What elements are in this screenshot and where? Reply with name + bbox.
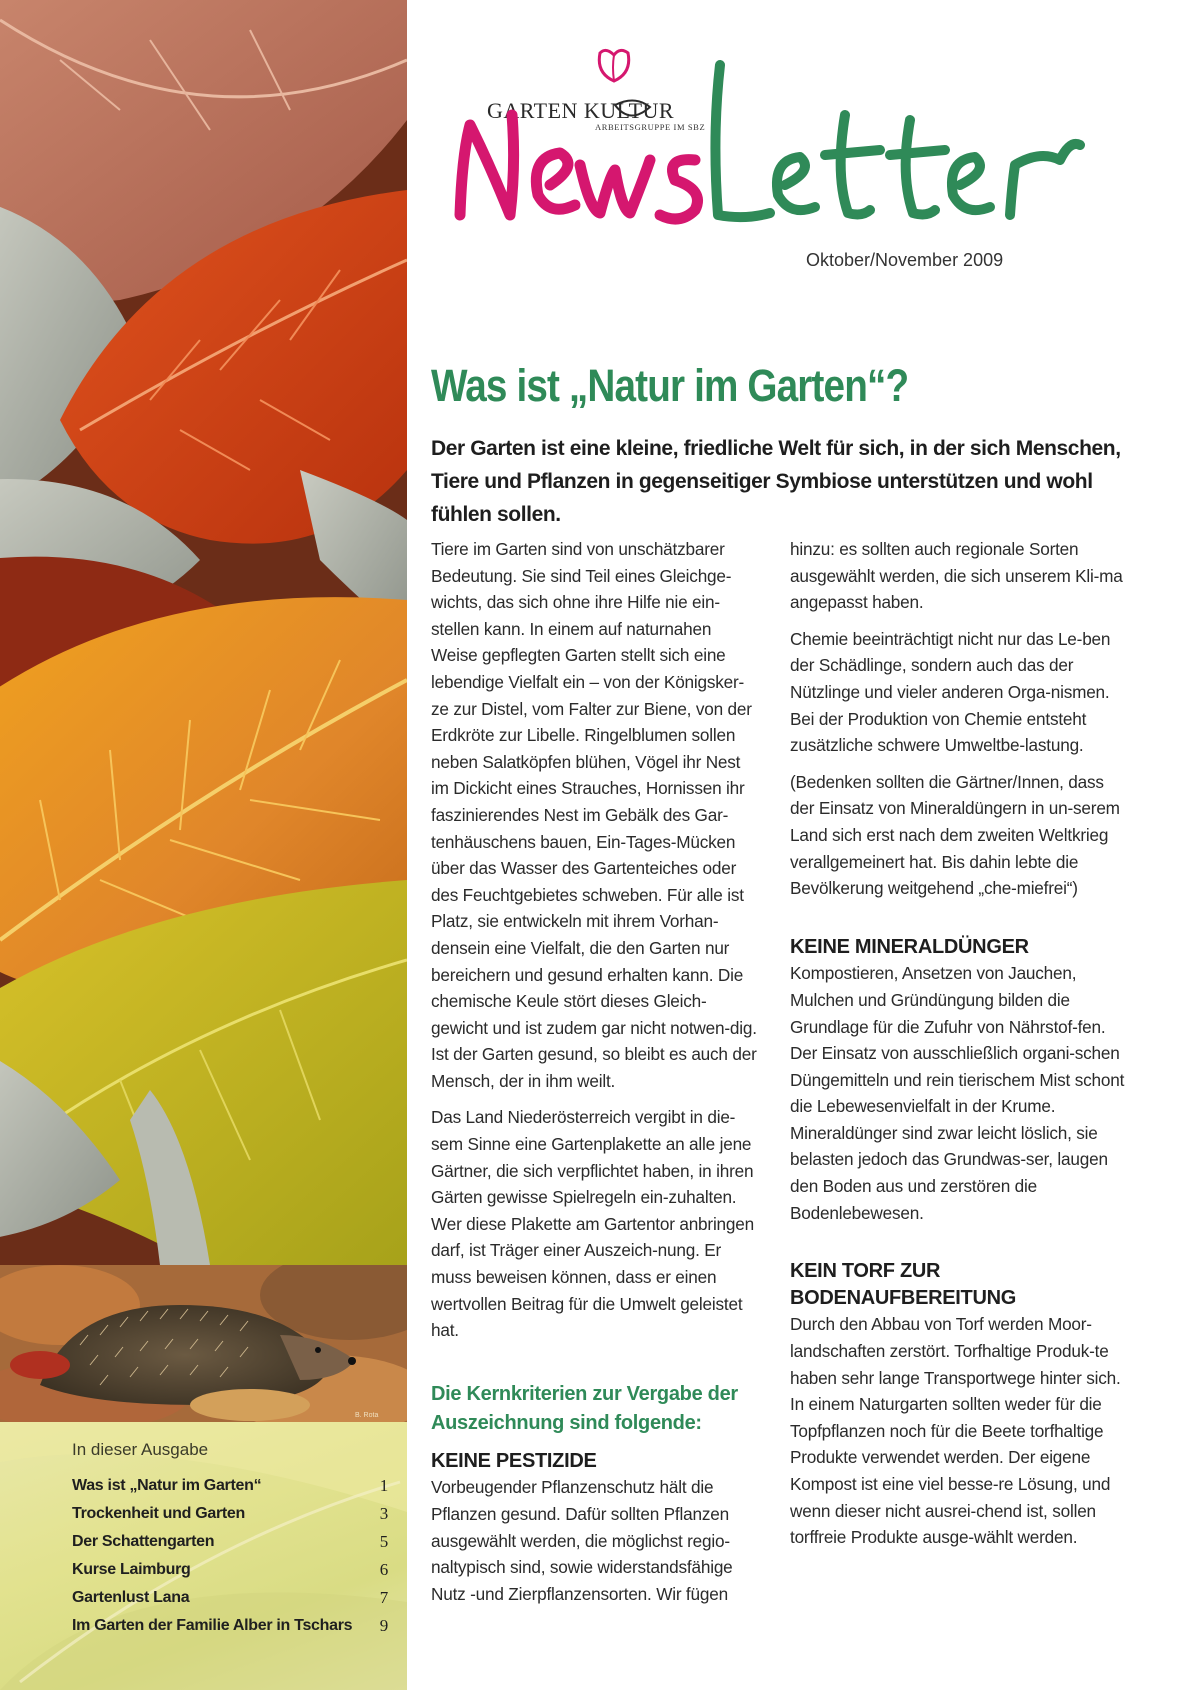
toc-list	[72, 1472, 388, 1640]
toc-item-title: Gartenlust Lana	[72, 1589, 190, 1606]
section-heading-torf: KEIN TORF ZUR BODENAUFBEREITUNG	[790, 1260, 1017, 1309]
logo-subtitle: ARBEITSGRUPPE IM SBZ	[595, 122, 706, 132]
toc-item-page: 3	[379, 1504, 388, 1523]
toc-item[interactable]	[72, 1584, 388, 1612]
article-title: Was ist „Natur im Garten“?	[431, 360, 909, 411]
text-column-right	[790, 536, 1130, 1561]
logo-name: GARTEN KULTUR	[487, 98, 675, 123]
toc-item-title: Im Garten der Familie Alber in Tschars	[72, 1617, 353, 1634]
photo-credit: B. Rota	[355, 1412, 379, 1419]
toc-item[interactable]	[72, 1472, 388, 1500]
issue-date: Oktober/November 2009	[806, 250, 1004, 270]
section-heading-pestizide: KEINE PESTIZIDE	[431, 1449, 597, 1472]
toc-item-page: 9	[379, 1616, 388, 1635]
toc-item[interactable]	[72, 1556, 388, 1584]
table-of-contents	[0, 1422, 407, 1690]
paragraph: (Bedenken sollten die Gärtner/Innen, dass der Einsatz von Mineraldüngern in un-serem Land sich erst nach dem zweiten Weltkrieg verallgemeinert hat. Bis dahin lebte die Bevölkerung weitgehend „che-miefrei“)	[790, 771, 1120, 899]
toc-item-page: 6	[379, 1560, 388, 1579]
section-heading-mineralduenger: KEINE MINERALDÜNGER	[790, 935, 1029, 958]
newsletter-wordmark	[450, 45, 1120, 255]
toc-item[interactable]	[72, 1528, 388, 1556]
paragraph: Das Land Niederösterreich vergibt in die-sem Sinne eine Gartenplakette an alle jene Gärtner, die sich verpflichtet haben, in ihren Gärten gewisse Spielregeln ein-zuhalten. Wer diese Plakette am Gartentor anbringen darf, ist Träger einer Auszeich-nung. Er muss beweisen können, dass er einen wertvollen Beitrag für die Umwelt geleistet hat.	[431, 1107, 754, 1341]
paragraph: Kompostieren, Ansetzen von Jauchen, Mulchen und Gründüngung bilden die Grundlage für die Zufuhr von Nährstof-fen. Der Einsatz von ausschließlich organi-schen Düngemitteln und rein tierischem Mist schont die Lebewesenvielfalt in der Krume. Mineraldünger sind zwar leicht löslich, sie belasten jedoch das Grundwas-ser, laugen den Boden aus und zerstören die Bodenlebewesen.	[790, 963, 1125, 1223]
toc-heading: In dieser Ausgabe	[72, 1440, 209, 1459]
toc-item-title: Was ist „Natur im Garten“	[72, 1477, 262, 1494]
autumn-leaves-photo	[0, 0, 407, 1265]
text-column-left	[431, 536, 761, 1617]
paragraph: Durch den Abbau von Torf werden Moor-landschaften zerstört. Torfhaltige Produk-te haben sehr lange Transportwege hinter sich. In einem Naturgarten sollten weder für die Topfpflanzen noch für die Beete torfhaltige Produkte verwendet werden. Der eigene Kompost ist eine viel besse-re Lösung, und wenn dieser nicht ausrei-chend ist, sollen torffreie Produkte ausge-wählt werden.	[790, 1314, 1121, 1548]
paragraph: hinzu: es sollten auch regionale Sorten ausgewählt werden, die sich unserem Kli-ma angepasst haben.	[790, 539, 1123, 613]
paragraph: Vorbeugender Pflanzenschutz hält die Pflanzen gesund. Dafür sollten Pflanzen ausgewählt werden, die möglichst regio-naltypisch sind, sowie widerstandsfähige Nutz -und Zierpflanzensorten. Wir fügen	[431, 1477, 733, 1604]
hedgehog-photo	[0, 1265, 407, 1422]
criteria-heading: Die Kernkriterien zur Vergabe der Auszeichnung sind folgende:	[431, 1382, 738, 1434]
paragraph: Tiere im Garten sind von unschätzbarer Bedeutung. Sie sind Teil eines Gleichge-wichts, das sich ohne ihre Hilfe nie ein-stellen kann. In einem auf naturnahen Weise gepflegten Garten stellt sich eine lebendige Vielfalt ein – von der Königsker-ze zur Distel, vom Falter zur Biene, von der Erdkröte zur Libelle. Ringelblumen sollen neben Salatköpfen blühen, Vögel ihr Nest im Dickicht eines Strauches, Hornissen ihr faszinierendes Nest im Gebälk des Gar-tenhäuschens bauen, Ein-Tages-Mücken über das Wasser des Gartenteiches oder des Feuchtgebietes schweben. Für alle ist Platz, sie entwickeln mit ihrem Vorhan-densein eine Vielfalt, die den Garten nur bereichern und gesund erhalten kann. Die chemische Keule stört dieses Gleich-gewicht und ist zudem gar nicht notwen-dig. Ist der Garten gesund, so bleibt es auch der Mensch, der in ihm weilt.	[431, 539, 757, 1091]
toc-item-title: Trockenheit und Garten	[72, 1505, 245, 1522]
toc-item-title: Kurse Laimburg	[72, 1561, 191, 1578]
paragraph: Chemie beeinträchtigt nicht nur das Le-ben der Schädlinge, sondern auch das der Nützlinge und vieler anderen Orga-nismen. Bei der Produktion von Chemie entsteht zusätzliche schwere Umweltbe-lastung.	[790, 628, 1111, 756]
article-lead: Der Garten ist eine kleine, friedliche Welt für sich, in der sich Menschen, Tiere und Pflanzen in gegenseitiger Symbiose unterstützen und wohl fühlen sollen.	[431, 437, 1121, 526]
toc-item-title: Der Schattengarten	[72, 1533, 215, 1550]
toc-item[interactable]	[72, 1500, 388, 1528]
toc-item[interactable]	[72, 1612, 388, 1640]
toc-item-page: 5	[379, 1532, 388, 1551]
toc-item-page: 7	[379, 1588, 388, 1607]
toc-item-page: 1	[379, 1476, 388, 1495]
